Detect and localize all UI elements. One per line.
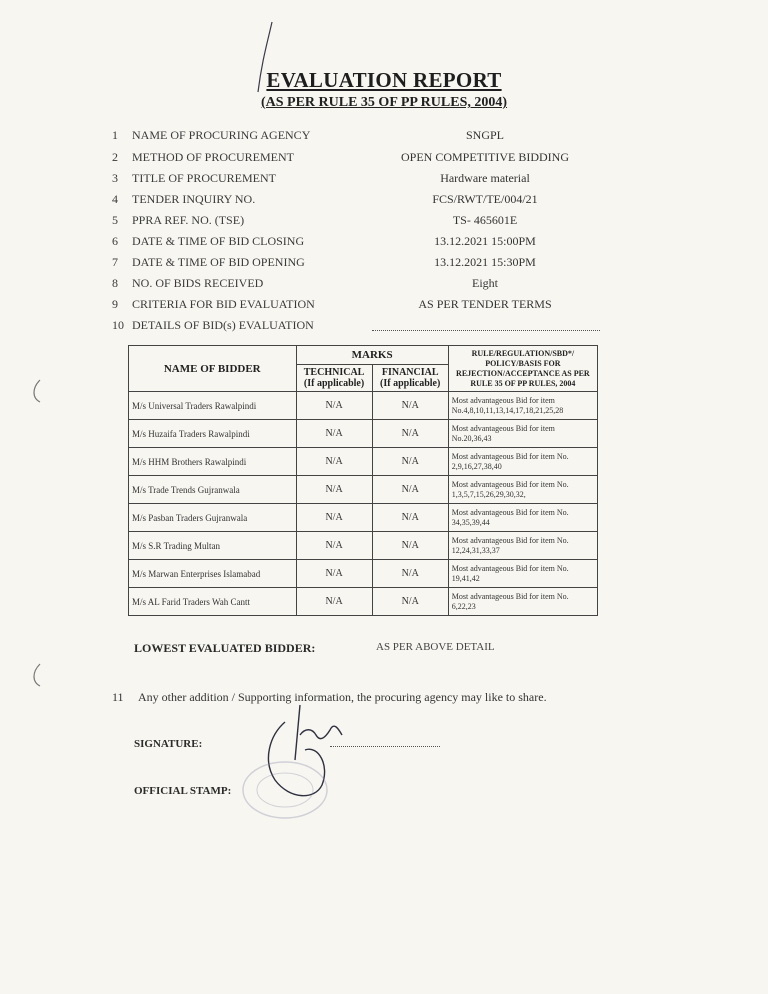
col-header-rule-line: REJECTION/ACCEPTANCE AS PER [456,368,590,378]
remark-line: 2,9,16,27,38,40 [451,461,502,471]
punch-hole-icon [34,664,40,686]
technical-mark: N/A [296,476,372,504]
financial-mark: N/A [372,476,448,504]
technical-mark: N/A [296,504,372,532]
other-info-text: Any other addition / Supporting information, the procuring agency may like to share. [138,690,547,704]
signature-label: SIGNATURE: [134,738,203,750]
field-label: TITLE OF PROCUREMENT [132,171,276,185]
financial-sub: (If applicable) [380,378,441,389]
pen-stroke-icon [258,22,272,92]
financial-mark: N/A [372,588,448,616]
col-header-rule-line: RULE/REGULATION/SBD*/ [471,348,575,358]
field-label: DATE & TIME OF BID CLOSING [132,234,305,248]
other-info-number: 11 [112,690,124,704]
field-number: 9 [112,297,118,311]
bidder-name: M/s S.R Trading Multan [129,532,297,560]
bidder-name: M/s Pasban Traders Gujranwala [129,504,297,532]
bidder-name: M/s Marwan Enterprises Islamabad [129,560,297,588]
financial-mark: N/A [372,532,448,560]
field-label: CRITERIA FOR BID EVALUATION [132,297,315,311]
field-label: PPRA REF. NO. (TSE) [132,213,245,227]
remark-line: 19,41,42 [451,573,480,583]
remark-line: Most advantageous Bid for item No. [451,563,569,573]
technical-mark: N/A [296,532,372,560]
financial-mark: N/A [372,560,448,588]
report-title: EVALUATION REPORT [266,68,502,92]
field-number: 5 [112,213,118,227]
field-number: 3 [112,171,118,185]
field-value: FCS/RWT/TE/004/21 [432,192,538,206]
col-header-rule-line: POLICY/BASIS FOR [485,358,561,368]
field-label: DETAILS OF BID(s) EVALUATION [132,318,314,332]
remark-line: 34,35,39,44 [451,517,490,527]
field-value: Hardware material [440,171,530,185]
bidder-name: M/s Trade Trends Gujranwala [129,476,297,504]
field-number: 10 [112,318,124,332]
technical-sub: (If applicable) [303,378,365,389]
bidder-name: M/s HHM Brothers Rawalpindi [129,448,297,476]
remark-line: No.4,8,10,11,13,14,17,18,21,25,28 [451,405,564,415]
technical-mark: N/A [296,392,372,420]
col-header-marks: MARKS [296,346,448,365]
col-header-rule-line: RULE 35 OF PP RULES, 2004 [470,378,576,388]
field-value: OPEN COMPETITIVE BIDDING [401,150,569,164]
remark-line: Most advantageous Bid for item No. [451,535,569,545]
remark-line: Most advantageous Bid for item No. [451,507,569,517]
remark-line: Most advantageous Bid for item [451,395,555,405]
remark-line: 1,3,5,7,15,26,29,30,32, [451,489,526,499]
remark-line: Most advantageous Bid for item No. [451,479,569,489]
field-value: 13.12.2021 15:30PM [434,255,536,269]
remark-line: No.20,36,43 [451,433,492,443]
field-number: 6 [112,234,118,248]
field-label: TENDER INQUIRY NO. [132,192,256,206]
field-value: TS- 465601E [452,213,518,227]
field-number: 8 [112,276,118,290]
remark-line: Most advantageous Bid for item No. [451,591,569,601]
signature-icon [268,705,342,796]
field-label: DATE & TIME OF BID OPENING [132,255,305,269]
field-number: 2 [112,150,118,164]
field-value: Eight [472,276,498,290]
remark-line: Most advantageous Bid for item No. [451,451,569,461]
field-label: NAME OF PROCURING AGENCY [132,128,311,142]
technical-mark: N/A [296,588,372,616]
financial-mark: N/A [372,392,448,420]
financial-mark: N/A [372,448,448,476]
financial-mark: N/A [372,504,448,532]
technical-label: TECHNICAL [303,367,365,378]
remark-line: 6,22,23 [451,601,476,611]
remark-line: 12,24,31,33,37 [451,545,500,555]
punch-hole-icon [34,380,40,402]
report-subtitle: (AS PER RULE 35 OF PP RULES, 2004) [260,95,508,110]
field-number: 1 [112,128,118,142]
col-header-bidder: NAME OF BIDDER [129,346,297,392]
financial-mark: N/A [372,420,448,448]
field-label: NO. OF BIDS RECEIVED [132,276,264,290]
lowest-bidder-value: AS PER ABOVE DETAIL [376,641,495,653]
field-value: 13.12.2021 15:00PM [434,234,536,248]
lowest-bidder-label: LOWEST EVALUATED BIDDER: [134,641,316,655]
stamp-label: OFFICIAL STAMP: [134,785,232,797]
remark-line: Most advantageous Bid for item [451,423,555,433]
field-number: 4 [112,192,118,206]
field-number: 7 [112,255,118,269]
bidder-name: M/s Huzaifa Traders Rawalpindi [129,420,297,448]
technical-mark: N/A [296,560,372,588]
technical-mark: N/A [296,420,372,448]
bidder-name: M/s Universal Traders Rawalpindi [129,392,297,420]
field-value: SNGPL [465,128,504,142]
bidder-name: M/s AL Farid Traders Wah Cantt [129,588,297,616]
technical-mark: N/A [296,448,372,476]
financial-label: FINANCIAL [381,367,439,378]
field-value: AS PER TENDER TERMS [418,297,552,311]
field-label: METHOD OF PROCUREMENT [132,150,295,164]
